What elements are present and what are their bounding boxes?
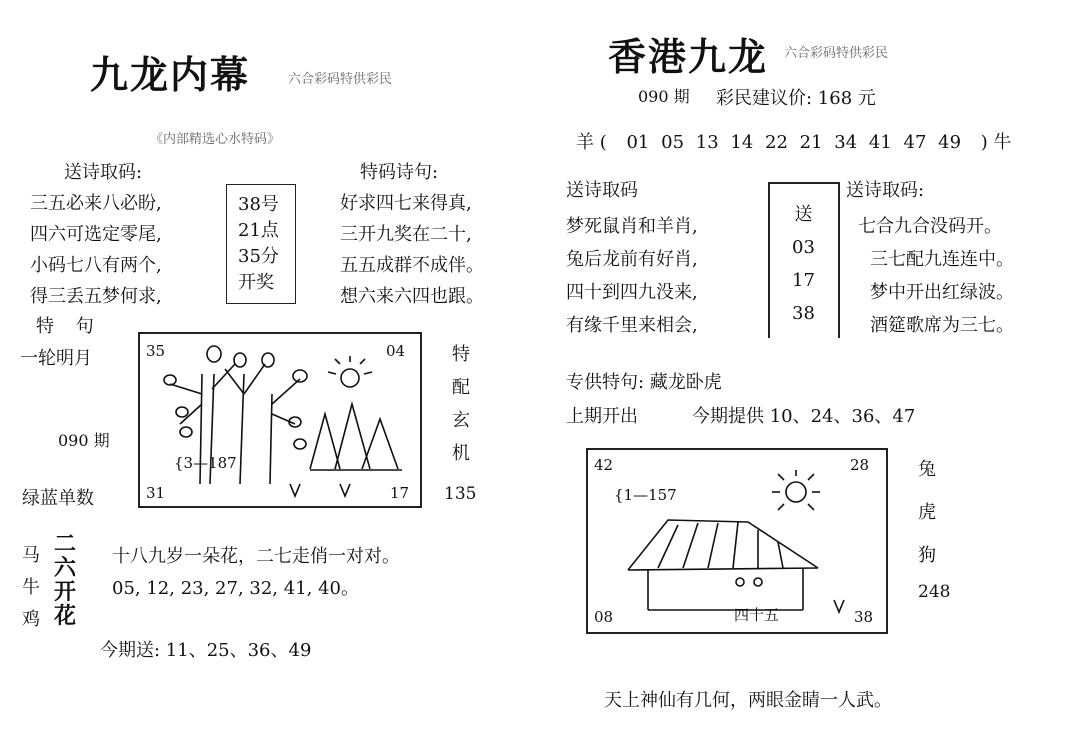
sketch-corner-number: 08 — [594, 608, 614, 626]
right-side-number: 248 — [918, 582, 951, 602]
left-issue: 090 期 — [58, 431, 110, 450]
poem-line: 小码七八有两个, — [30, 255, 162, 276]
poem-line: 酒筵歌席为三七。 — [870, 315, 1014, 336]
poem-line: 七合九合没码开。 — [858, 216, 1002, 237]
left-animals — [22, 540, 40, 636]
box-line: 开奖 — [238, 272, 274, 293]
special-poem-title: 特码诗句: — [360, 162, 439, 183]
right-issue: 090 期 — [638, 87, 690, 106]
divider-line — [838, 182, 840, 338]
left-secret-line: 《内部精选心水特码》 — [150, 132, 281, 147]
kai-hua-char: 二 — [54, 531, 77, 557]
left-subtitle: 六合彩码特供彩民 — [288, 72, 393, 87]
vertical-char: 机 — [452, 443, 470, 464]
poem-line: 四六可选定零尾, — [30, 224, 162, 245]
poem-line: 三五必来八必盼, — [30, 193, 162, 214]
sketch-corner-number: 38 — [854, 608, 874, 626]
right-send-box — [792, 198, 815, 330]
animal: 鸡 — [22, 609, 40, 630]
sketch-range: {3—187 — [174, 454, 237, 472]
poem-line: 想六来六四也跟。 — [340, 286, 484, 307]
poem-line: 得三丢五梦何求, — [30, 286, 162, 307]
special-poem — [340, 188, 484, 312]
sketch-corner-number: 17 — [390, 484, 410, 502]
sketch-range: {1—157 — [614, 486, 677, 504]
animal: 马 — [22, 545, 40, 566]
box-line: 送 — [794, 204, 813, 225]
right-provide: 今期提供 10、24、36、47 — [692, 406, 916, 427]
animal: 兔 — [918, 459, 936, 480]
animal: 狗 — [918, 545, 936, 566]
house-sketch — [586, 448, 888, 634]
vertical-char: 配 — [452, 377, 470, 398]
poem-line: 兔后龙前有好肖, — [566, 249, 698, 270]
right-price: 彩民建议价: 168 元 — [716, 88, 876, 109]
sketch-corner-number: 35 — [146, 342, 166, 360]
row-numbers: 01 05 13 14 22 21 34 41 47 49 — [626, 132, 962, 153]
box-line: 03 — [792, 237, 815, 258]
poem-line: 有缘千里来相会, — [566, 315, 698, 336]
poem-line: 五五成群不成伴。 — [340, 255, 484, 276]
box-line: 21点 — [238, 220, 279, 241]
last-issue-label: 上期开出 — [566, 406, 638, 427]
house-text: 四十五 — [734, 606, 780, 624]
poem-line: 三七配九连连中。 — [870, 249, 1014, 270]
left-verse: 十八九岁一朵花，二七走俏一对对。 — [112, 546, 400, 567]
right-subtitle: 六合彩码特供彩民 — [784, 46, 889, 61]
color-hint: 绿蓝单数 — [22, 488, 94, 509]
right-bottom-verse: 天上神仙有几何，两眼金睛一人武。 — [604, 690, 892, 711]
vertical-char: 玄 — [452, 410, 470, 431]
kai-hua — [54, 532, 76, 628]
sketch-corner-number: 42 — [594, 456, 614, 474]
box-line: 17 — [792, 270, 815, 291]
vertical-hint — [452, 338, 470, 470]
box-line: 38 — [792, 303, 815, 324]
poem-line: 四十到四九没来, — [566, 282, 698, 303]
row-prefix: 羊 ( — [576, 132, 607, 153]
left-title: 九龙内幕 — [90, 52, 251, 97]
tree-sketch — [138, 332, 422, 508]
vertical-char: 特 — [452, 344, 470, 365]
right-poem-title-right: 送诗取码: — [846, 180, 925, 201]
divider-line — [768, 182, 838, 184]
poem-line: 梦死鼠肖和羊肖, — [566, 216, 698, 237]
poem-line: 梦中开出红绿波。 — [870, 282, 1014, 303]
divider-line — [768, 182, 770, 338]
sketch-corner-number: 04 — [386, 342, 406, 360]
animal: 虎 — [918, 502, 936, 523]
special-sentence-label: 特 句 — [36, 316, 102, 337]
moon-text: 一轮明月 — [20, 348, 92, 369]
poem-line: 好求四七来得真, — [340, 193, 472, 214]
row-suffix: ) 牛 — [980, 132, 1012, 153]
kai-hua-char: 花 — [54, 603, 77, 629]
left-numbers: 05, 12, 23, 27, 32, 41, 40。 — [112, 578, 359, 599]
left-time-box-text — [238, 192, 279, 296]
box-line: 38号 — [238, 194, 279, 215]
right-special: 专供特句: 藏龙卧虎 — [566, 372, 722, 393]
right-poem-left — [566, 210, 698, 342]
right-poem-title-left: 送诗取码 — [566, 180, 638, 201]
number-row — [576, 128, 1012, 154]
box-line: 35分 — [238, 246, 279, 267]
sketch-corner-number: 31 — [146, 484, 166, 502]
sketch-corner-number: 28 — [850, 456, 870, 474]
right-title: 香港九龙 — [608, 34, 769, 79]
left-poem — [30, 188, 162, 312]
left-side-number: 135 — [444, 484, 477, 504]
poem-line: 三开九奖在二十, — [340, 224, 472, 245]
left-send: 今期送: 11、25、36、49 — [100, 640, 312, 661]
right-poem-right — [858, 210, 1014, 342]
right-animals — [918, 448, 936, 577]
animal: 牛 — [22, 577, 40, 598]
kai-hua-char: 六 — [54, 555, 77, 581]
kai-hua-char: 开 — [54, 579, 77, 605]
left-poem-title: 送诗取码: — [64, 162, 143, 183]
